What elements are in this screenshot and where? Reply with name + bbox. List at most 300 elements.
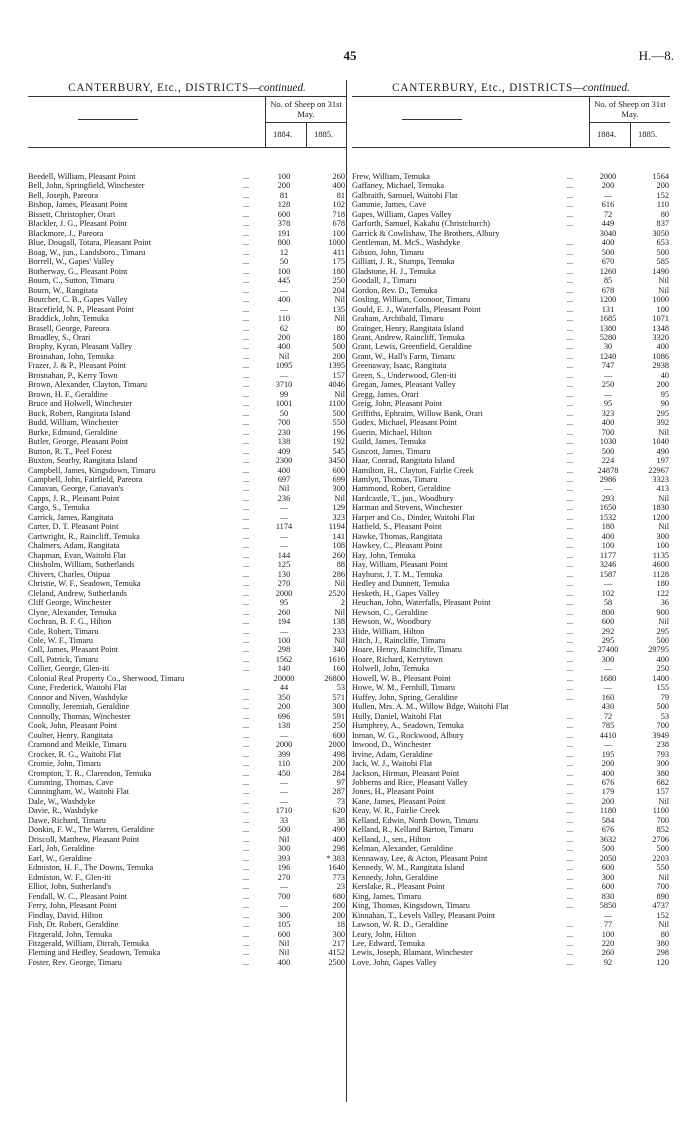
leader-dots: ... <box>566 929 574 939</box>
owner-name: Kinnahan, T., Levels Valley, Pleasant Point <box>352 910 496 920</box>
leader-dots: ... <box>566 692 574 702</box>
owner-name: Cone, Frederick, Waitohi Flat <box>28 683 127 693</box>
leader-dots: ... <box>242 645 250 655</box>
leader-dots: ... <box>242 882 250 892</box>
leader-dots: ... <box>566 219 574 229</box>
owner-name: Hayhurst, J. T. M., Temuka <box>352 569 443 579</box>
leader-dots: ... <box>566 238 574 248</box>
owner-name: Elliot, John, Sutherland's <box>28 882 112 892</box>
sheep-1885: 500 <box>332 342 345 352</box>
leader-dots: ... <box>242 295 250 305</box>
leader-dots: ... <box>242 635 250 645</box>
leader-dots: ... <box>242 740 250 750</box>
table-row <box>28 627 346 636</box>
sheep-1885: 200 <box>656 380 669 390</box>
owner-name: Kennaway, Lee, & Acton, Pleasant Point <box>352 853 488 863</box>
leader-dots: ... <box>566 920 574 930</box>
owner-name: Hide, William, Hilton <box>352 626 425 636</box>
table-row <box>28 778 346 787</box>
owner-name: Griffiths, Ephraim, Willow Bank, Orari <box>352 408 483 418</box>
sheep-1884: 293 <box>601 493 615 503</box>
table-row <box>352 494 670 503</box>
sheep-1884: 236 <box>277 493 291 503</box>
leader-dots: ... <box>566 901 574 911</box>
leader-dots: ... <box>566 588 574 598</box>
leader-dots: ... <box>242 863 250 873</box>
table-row <box>352 219 670 228</box>
sheep-1884: 200 <box>601 181 615 191</box>
leader-dots: ... <box>242 617 250 627</box>
table-row <box>352 305 670 314</box>
sheep-1884: 3040 <box>599 228 617 238</box>
owner-name: Coll, James, Pleasant Point <box>28 645 119 655</box>
sheep-1884: 600 <box>601 863 615 873</box>
table-row <box>28 532 346 541</box>
leader-dots: ... <box>242 351 250 361</box>
table-row <box>28 447 346 456</box>
table-row <box>352 627 670 636</box>
sheep-1885: 413 <box>656 484 669 494</box>
owner-name: Keay, W. R., Fairlie Creek <box>352 806 440 816</box>
table-row <box>28 219 346 228</box>
table-row <box>352 731 670 740</box>
owner-name: Foster, Rev. George, Timaru <box>28 957 122 967</box>
owner-name: Green, S., Underwood, Glen-iti <box>352 370 457 380</box>
owner-name: Guild, James, Temuka <box>352 437 426 447</box>
owner-name: Kerslake, R., Pleasant Point <box>352 882 445 892</box>
sheep-1885: 1564 <box>652 172 669 181</box>
sheep-1885: 141 <box>332 531 345 541</box>
table-row <box>352 428 670 437</box>
sheep-1884: — <box>603 484 613 494</box>
table-row <box>352 683 670 692</box>
leader-dots: ... <box>566 664 574 674</box>
table-row <box>28 787 346 796</box>
leader-dots: ... <box>242 749 250 759</box>
table-row <box>28 958 346 967</box>
table-row <box>28 276 346 285</box>
table-row <box>28 522 346 531</box>
sheep-1885: 300 <box>332 702 345 712</box>
leader-dots: ... <box>242 834 250 844</box>
leader-dots: ... <box>242 815 250 825</box>
leader-dots: ... <box>566 456 574 466</box>
leader-dots: ... <box>242 238 250 248</box>
table-row <box>352 892 670 901</box>
sheep-1884: — <box>279 503 289 513</box>
leader-dots: ... <box>566 938 574 948</box>
sheep-1885: Nil <box>658 920 669 930</box>
owner-name: Findlay, David, Hilton <box>28 910 103 920</box>
owner-name: Hesketh, H., Gapes Valley <box>352 588 440 598</box>
sheep-1885: 250 <box>332 721 345 731</box>
owner-name: Harper and Co., Dinder, Waitohi Flat <box>352 512 475 522</box>
leader-dots: ... <box>566 361 574 371</box>
sheep-1885: 18 <box>336 920 345 930</box>
sheep-1885: 680 <box>332 891 345 901</box>
leader-dots: ... <box>566 872 574 882</box>
owner-name: Braddick, John, Temuka <box>28 314 109 324</box>
sheep-1885: 585 <box>656 257 669 267</box>
sheep-1885: 157 <box>332 370 345 380</box>
owner-name: Edmiston, W. F., Glen-iti <box>28 872 112 882</box>
sheep-1884: 830 <box>601 891 615 901</box>
leader-dots: ... <box>566 778 574 787</box>
title-main: CANTERBURY, Etc., DISTRICTS <box>392 82 573 94</box>
owner-name: Love, John, Gapes Valley <box>352 957 437 967</box>
owner-name: Bishop, James, Pleasant Point <box>28 200 128 210</box>
sheep-1885: 4152 <box>328 948 345 958</box>
table-row <box>352 172 670 181</box>
owner-name: Fendall, W. C., Pleasant Point <box>28 891 128 901</box>
sheep-1884: 105 <box>277 920 291 930</box>
owner-name: Hay, John, Temuka <box>352 550 416 560</box>
sheep-1885: 138 <box>332 617 345 627</box>
leader-dots: ... <box>242 957 250 967</box>
sheep-1885: 29795 <box>648 645 669 655</box>
owner-name: Gentleman, M. McS., Washdyke <box>352 238 461 248</box>
sheep-1884: 700 <box>277 891 291 901</box>
leader-dots: ... <box>242 929 250 939</box>
owner-name: Garrick & Cowlishaw, The Brothers, Albury <box>352 228 500 238</box>
table-row <box>352 570 670 579</box>
sheep-1885: 400 <box>332 181 345 191</box>
owner-name: Crompton, T. R., Clarendon, Temuka <box>28 768 152 778</box>
leader-dots: ... <box>566 351 574 361</box>
sheep-1884: 584 <box>601 815 615 825</box>
leader-dots: ... <box>566 437 574 447</box>
table-row <box>352 409 670 418</box>
sheep-1884: 445 <box>277 276 291 286</box>
table-row <box>352 759 670 768</box>
owner-name: Crocker, R. G., Waitohi Flat <box>28 749 122 759</box>
leader-dots: ... <box>566 408 574 418</box>
leader-dots: ... <box>566 285 574 295</box>
leader-dots: ... <box>242 266 250 276</box>
sheep-1885: 400 <box>656 342 669 352</box>
leader-dots: ... <box>242 172 250 181</box>
leader-dots: ... <box>566 645 574 655</box>
sheep-1885: 287 <box>332 787 345 797</box>
owner-name: Gaffaney, Michael, Temuka <box>352 181 445 191</box>
sheep-1884: 1260 <box>599 266 617 276</box>
table-row <box>352 513 670 522</box>
title-continued: —continued. <box>572 82 630 94</box>
leader-dots: ... <box>242 787 250 797</box>
sheep-1884: 100 <box>601 929 615 939</box>
sheep-1884: 12 <box>279 247 289 257</box>
table-row <box>352 844 670 853</box>
sheep-1884: 130 <box>277 569 291 579</box>
sheep-1885: 298 <box>656 948 669 958</box>
leader-dots: ... <box>242 825 250 835</box>
leader-dots: ... <box>566 314 574 324</box>
sheep-1885: 286 <box>332 569 345 579</box>
sheep-1885: 175 <box>332 257 345 267</box>
column-divider <box>346 80 347 1102</box>
leader-dots: ... <box>242 711 250 721</box>
sheep-1885: 550 <box>332 418 345 428</box>
sheep-1885: 3050 <box>652 228 669 238</box>
sheep-1884: 260 <box>601 948 615 958</box>
table-row <box>28 541 346 550</box>
sheep-1884: — <box>279 531 289 541</box>
sheep-1885: 196 <box>332 427 345 437</box>
sheep-1884: — <box>279 541 289 551</box>
year-1884-header: 1884. <box>273 129 293 139</box>
table-row <box>352 181 670 190</box>
owner-name: Boutcher, C. B., Gapes Valley <box>28 295 128 305</box>
sheep-1884: 33 <box>279 815 289 825</box>
table-row <box>28 333 346 342</box>
page-number: 45 <box>343 48 357 63</box>
sheep-1884: 58 <box>603 598 613 608</box>
owner-name: Hewson, C., Geraldine <box>352 607 428 617</box>
sheep-1885: 1616 <box>328 654 345 664</box>
table-row <box>352 816 670 825</box>
owner-name: Broadley, S., Orari <box>28 332 91 342</box>
sheep-1885: 3320 <box>652 332 669 342</box>
sheep-1885: 600 <box>332 465 345 475</box>
owner-name: Clyne, Alexander, Temuka <box>28 607 117 617</box>
sheep-1884: 800 <box>277 238 291 248</box>
sheep-1884: 24878 <box>597 465 619 475</box>
leader-dots: ... <box>242 683 250 693</box>
sheep-1884: Nil <box>278 484 290 494</box>
table-row <box>352 882 670 891</box>
table-header <box>352 96 670 148</box>
sheep-1884: 409 <box>277 446 291 456</box>
sheep-1884: 400 <box>601 418 615 428</box>
sheep-1885: 1400 <box>652 673 669 683</box>
leader-dots: ... <box>566 200 574 210</box>
owner-name: King, Thomas, Kingsdown, Timaru <box>352 901 470 911</box>
sheep-1884: 1562 <box>275 654 293 664</box>
sheep-1885: 500 <box>656 635 669 645</box>
leader-dots: ... <box>566 721 574 731</box>
table-row <box>352 608 670 617</box>
sheep-1885: Nil <box>334 607 345 617</box>
owner-name: Greenaway, Isaac, Rangitata <box>352 361 447 371</box>
sheep-1885: 300 <box>332 484 345 494</box>
owner-name: Jackson, Hirman, Pleasant Point <box>352 768 460 778</box>
sheep-1885: 1071 <box>652 314 669 324</box>
owner-name: Bissett, Christopher, Orari <box>28 209 116 219</box>
table-row <box>352 522 670 531</box>
sheep-1885: 490 <box>332 825 345 835</box>
sheep-1884: 50 <box>279 408 289 418</box>
owner-name: Budd, William, Winchester <box>28 418 119 428</box>
table-row <box>352 267 670 276</box>
owner-name: King, James, Timaru <box>352 891 422 901</box>
owner-name: Gosling, William, Coonoor, Timaru <box>352 295 471 305</box>
table-row <box>352 447 670 456</box>
sheep-1884: 700 <box>601 427 615 437</box>
sheep-1885: 129 <box>332 503 345 513</box>
leader-dots: ... <box>566 825 574 835</box>
table-row <box>28 494 346 503</box>
sheep-1884: 2986 <box>599 475 617 484</box>
leader-dots: ... <box>242 654 250 664</box>
table-row <box>28 210 346 219</box>
sheep-1885: 1100 <box>652 806 669 816</box>
owner-name: Hay, William, Pleasant Point <box>352 560 448 570</box>
owner-name: Boag, W., jun., Landsboro., Timaru <box>28 247 146 257</box>
sheep-1884: 399 <box>277 749 291 759</box>
table-row <box>28 806 346 815</box>
leader-dots: ... <box>566 493 574 503</box>
owner-name: Greig, John, Pleasant Point <box>352 399 443 409</box>
owner-name: Fish, Dr. Robert, Geraldine <box>28 920 119 930</box>
sheep-header: No. of Sheep on 31st May. <box>594 99 666 119</box>
sheep-1884: — <box>603 579 613 589</box>
table-row <box>352 674 670 683</box>
sheep-1885: 200 <box>332 910 345 920</box>
sheep-1884: — <box>279 285 289 295</box>
table-row <box>352 371 670 380</box>
sheep-1884: 200 <box>277 702 291 712</box>
owner-name: Cromie, John, Timaru <box>28 759 101 769</box>
table-row <box>28 200 346 209</box>
table-row <box>352 484 670 493</box>
sheep-1884: 179 <box>601 787 615 797</box>
table-row <box>352 901 670 910</box>
sheep-1884: 600 <box>277 209 291 219</box>
table-row <box>28 409 346 418</box>
sheep-1884: 195 <box>601 749 615 759</box>
leader-dots: ... <box>242 721 250 731</box>
sheep-1884: 160 <box>601 692 615 702</box>
sheep-1885: 380 <box>656 938 669 948</box>
sheep-1885: 340 <box>332 645 345 655</box>
sheep-1884: 180 <box>601 522 615 532</box>
leader-dots: ... <box>242 579 250 589</box>
sheep-1885: * 383 <box>326 853 345 863</box>
owner-name: Goodall, J., Timaru <box>352 276 417 286</box>
sheep-1885: 22967 <box>648 465 669 475</box>
leader-dots: ... <box>242 247 250 257</box>
owner-name: Jack, W. J., Waitohi Flat <box>352 759 433 769</box>
sheep-1884: 100 <box>277 635 291 645</box>
sheep-1885: 1490 <box>652 266 669 276</box>
owner-name: Gladstone, H. J., Temuka <box>352 266 436 276</box>
sheep-1885: 900 <box>656 607 669 617</box>
leader-dots: ... <box>242 276 250 286</box>
table-row <box>28 901 346 910</box>
table-row <box>352 797 670 806</box>
leader-dots: ... <box>242 465 250 475</box>
sheep-1885: 100 <box>332 228 345 238</box>
table-row <box>352 361 670 370</box>
sheep-1884: 250 <box>601 380 615 390</box>
table-row <box>352 863 670 872</box>
table-row <box>28 939 346 948</box>
leader-dots: ... <box>566 522 574 532</box>
sheep-1885: 591 <box>332 711 345 721</box>
table-row <box>28 172 346 181</box>
sheep-1885: 23 <box>336 882 345 892</box>
leader-dots: ... <box>242 389 250 399</box>
table-row <box>28 286 346 295</box>
sheep-1884: 1710 <box>275 806 293 816</box>
sheep-1885: 160 <box>332 664 345 674</box>
table-row <box>352 721 670 730</box>
table-row <box>352 740 670 749</box>
owner-name: Bell, John, Springfield, Winchester <box>28 181 145 191</box>
table-row <box>28 645 346 654</box>
leader-dots: ... <box>566 389 574 399</box>
leader-dots: ... <box>566 295 574 305</box>
leader-dots: ... <box>566 740 574 750</box>
owner-name: Hawke, Thomas, Rangitata <box>352 531 443 541</box>
sheep-1885: 500 <box>656 702 669 712</box>
sheep-1885: 95 <box>660 389 669 399</box>
sheep-1885: 1395 <box>328 361 345 371</box>
sheep-1885: 120 <box>656 957 669 967</box>
sheep-1885: 217 <box>332 938 345 948</box>
leader-dots: ... <box>566 711 574 721</box>
table-row <box>352 532 670 541</box>
table-row <box>28 305 346 314</box>
sheep-1885: 400 <box>332 834 345 844</box>
leader-dots: ... <box>242 209 250 219</box>
leader-dots: ... <box>566 834 574 844</box>
owner-name: Kelland, J., sen., Hilton <box>352 834 431 844</box>
sheep-1885: 238 <box>656 740 669 750</box>
owner-name: Hamilton, H., Clayton, Fairlie Creek <box>352 465 474 475</box>
leader-dots: ... <box>242 512 250 522</box>
owner-name: Garforth, Samuel, Kakahu (Christchurch) <box>352 219 491 229</box>
owner-name: Butler, George, Pleasant Point <box>28 437 129 447</box>
table-row <box>352 750 670 759</box>
sheep-1884: 696 <box>277 711 291 721</box>
owner-name: Graham, Archibald, Timaru <box>352 314 444 324</box>
sheep-1885: 1194 <box>328 522 345 532</box>
sheep-1884: Nil <box>278 948 290 958</box>
sheep-1885: Nil <box>334 389 345 399</box>
table-row <box>352 324 670 333</box>
sheep-1885: Nil <box>658 796 669 806</box>
sheep-1885: 500 <box>332 408 345 418</box>
sheep-1885: 490 <box>656 446 669 456</box>
table-row <box>28 513 346 522</box>
sheep-1885: 155 <box>656 683 669 693</box>
sheep-1884: 1200 <box>599 295 617 305</box>
leader-dots: ... <box>242 323 250 333</box>
leader-dots: ... <box>242 778 250 787</box>
sheep-1885: 718 <box>332 209 345 219</box>
sheep-1885: 852 <box>656 825 669 835</box>
owner-name: Christie, W. F., Seadown, Temuka <box>28 579 141 589</box>
table-row <box>28 797 346 806</box>
sheep-1885: 73 <box>336 796 345 806</box>
sheep-1885: 200 <box>656 181 669 191</box>
sheet-reference: H.—8. <box>638 48 674 63</box>
sheep-1885: 500 <box>656 247 669 257</box>
leader-dots: ... <box>242 598 250 608</box>
sheep-1884: 62 <box>279 323 289 333</box>
leader-dots: ... <box>242 190 250 200</box>
leader-dots: ... <box>242 200 250 210</box>
table-rows <box>28 172 346 967</box>
sheep-1884: Nil <box>278 351 290 361</box>
sheep-1885: Nil <box>334 493 345 503</box>
title-main: CANTERBURY, Etc., DISTRICTS <box>68 82 249 94</box>
table-row <box>352 930 670 939</box>
leader-dots: ... <box>242 872 250 882</box>
leader-dots: ... <box>566 891 574 901</box>
table-row <box>28 892 346 901</box>
